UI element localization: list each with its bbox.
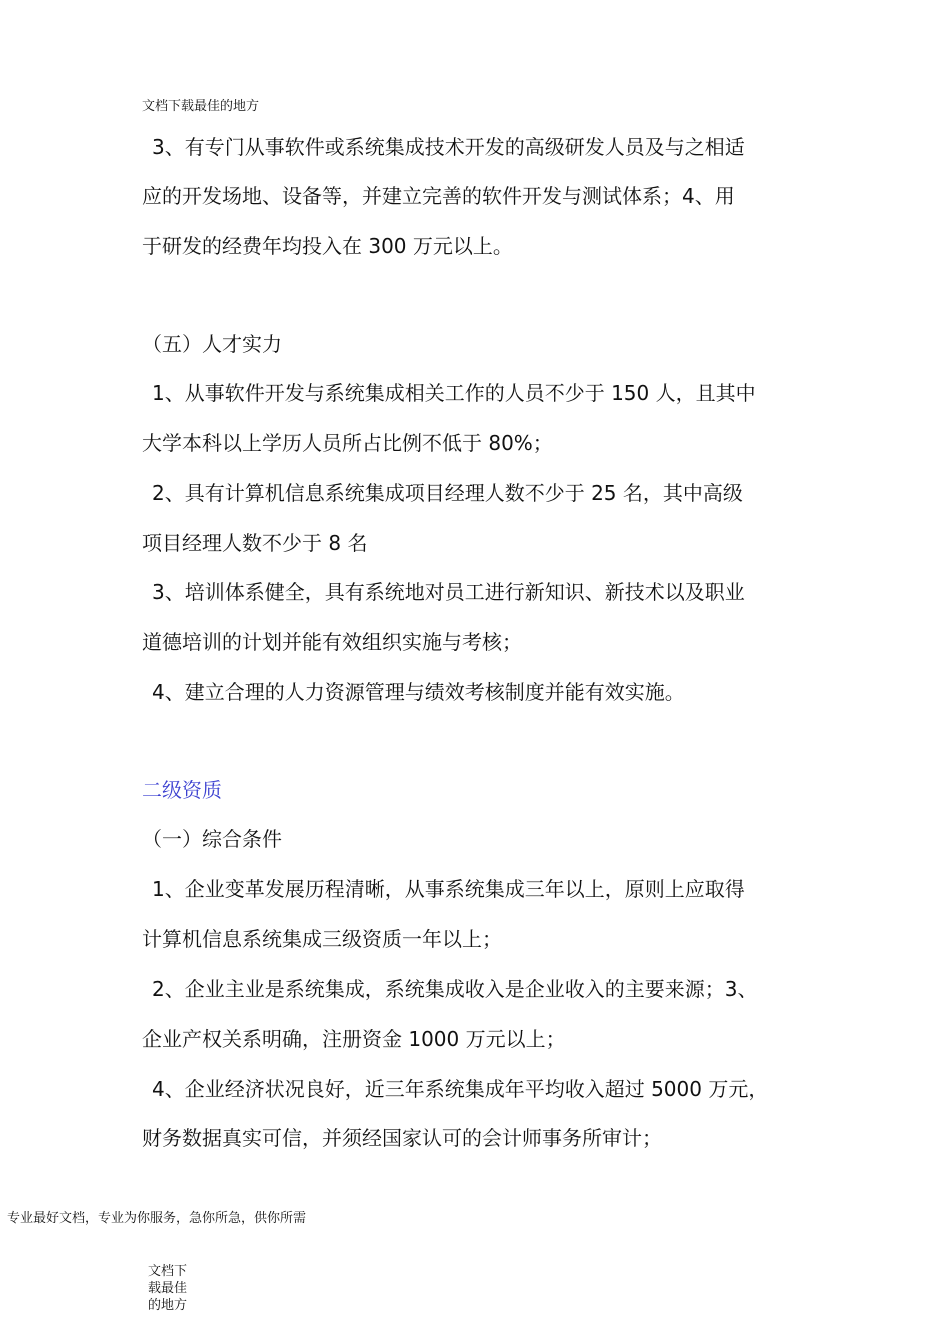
footer-note: 专业最好文档，专业为你服务，急你所急，供你所需 — [7, 1211, 307, 1226]
body-line: 大学本科以上学历人员所占比例不低于 80%； — [142, 431, 553, 455]
section-heading: （一）综合条件 — [142, 827, 282, 851]
body-line: 2、具有计算机信息系统集成项目经理人数不少于 25 名，其中高级 — [152, 481, 743, 505]
body-line: 应的开发场地、设备等，并建立完善的软件开发与测试体系；4、用 — [142, 184, 735, 208]
side-note-line: 文档下 — [148, 1264, 188, 1279]
side-note — [148, 1263, 204, 1314]
body-line: 4、企业经济状况良好，近三年系统集成年平均收入超过 5000 万元， — [152, 1077, 769, 1101]
body-line: 计算机信息系统集成三级资质一年以上； — [142, 927, 502, 951]
body-line: 3、培训体系健全，具有系统地对员工进行新知识、新技术以及职业 — [152, 580, 745, 604]
body-line: 2、企业主业是系统集成，系统集成收入是企业收入的主要来源；3、 — [152, 977, 758, 1001]
side-note-line: 载最佳 — [148, 1281, 188, 1296]
section-heading: （五）人才实力 — [142, 332, 282, 356]
level-heading: 二级资质 — [142, 778, 222, 802]
body-line: 企业产权关系明确，注册资金 1000 万元以上； — [142, 1027, 566, 1051]
body-line: 道德培训的计划并能有效组织实施与考核； — [142, 630, 522, 654]
body-line: 1、企业变革发展历程清晰，从事系统集成三年以上，原则上应取得 — [152, 877, 745, 901]
header-note: 文档下载最佳的地方 — [142, 99, 260, 114]
body-line: 于研发的经费年均投入在 300 万元以上。 — [142, 234, 513, 258]
side-note-line: 的地方 — [148, 1298, 188, 1313]
body-line: 4、建立合理的人力资源管理与绩效考核制度并能有效实施。 — [152, 680, 685, 704]
body-line: 1、从事软件开发与系统集成相关工作的人员不少于 150 人，且其中 — [152, 381, 756, 405]
body-line: 项目经理人数不少于 8 名 — [142, 531, 368, 555]
body-line: 财务数据真实可信，并须经国家认可的会计师事务所审计； — [142, 1126, 662, 1150]
body-line: 3、有专门从事软件或系统集成技术开发的高级研发人员及与之相适 — [152, 135, 745, 159]
